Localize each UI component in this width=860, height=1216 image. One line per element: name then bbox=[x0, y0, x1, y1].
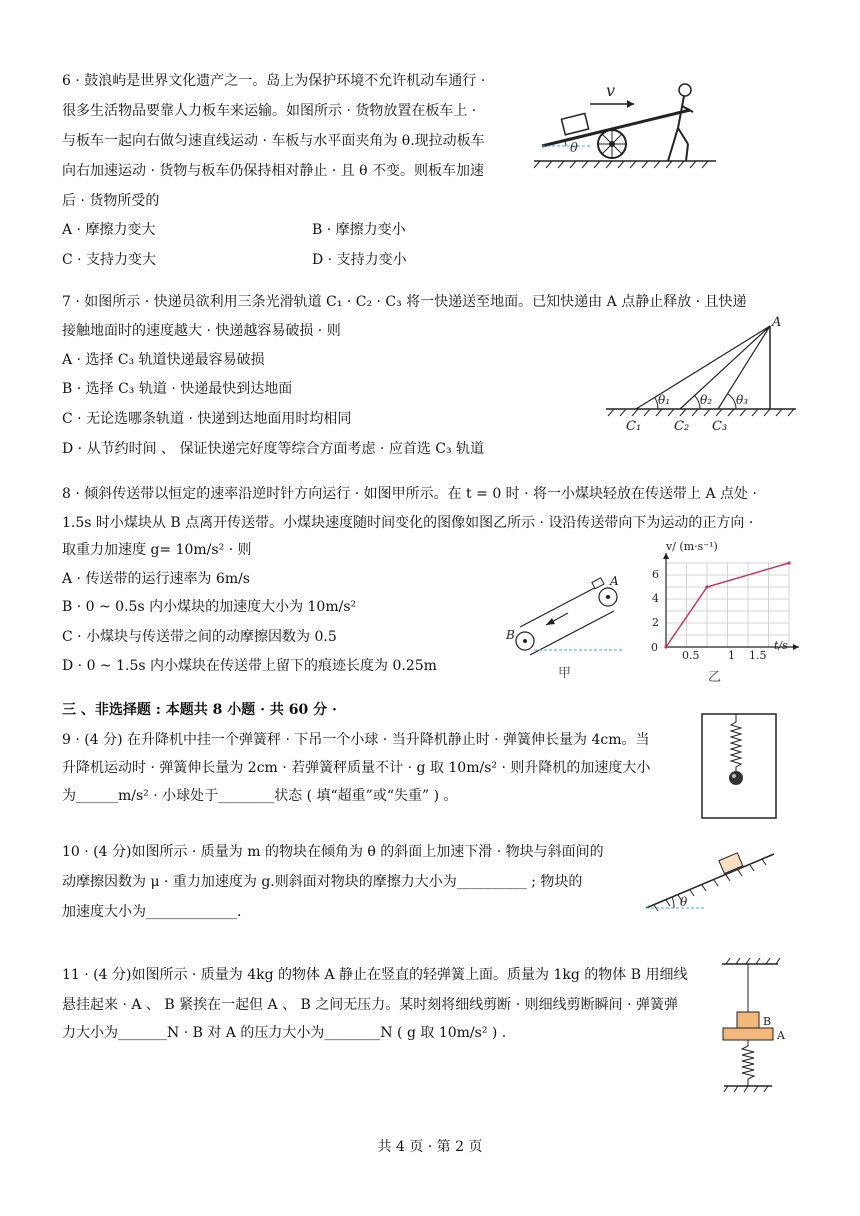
q8-figure-a-caption: 甲 bbox=[558, 666, 572, 680]
q8-line-3: 取重力加速度 g= 10m/s² · 则 bbox=[62, 542, 252, 558]
q7-line-2: 接触地面时的速度越大 · 快递越容易破损 · 则 bbox=[62, 323, 341, 339]
q10-theta-label: θ bbox=[680, 895, 688, 909]
q8-option-b: B · 0 ~ 0.5s 内小煤块的加速度大小为 10m/s² bbox=[62, 599, 357, 615]
q8-option-c: C · 小煤块与传送带之间的动摩擦因数为 0.5 bbox=[62, 629, 337, 645]
graph-y-tick-6: 6 bbox=[652, 568, 659, 581]
q6-line-5: 后 · 货物所受的 bbox=[62, 193, 160, 209]
q7-option-b: B · 选择 C₃ 轨道 · 快递最快到达地面 bbox=[62, 381, 293, 397]
graph-y-tick-2: 2 bbox=[652, 616, 659, 629]
q11-spring-figure bbox=[710, 956, 800, 1096]
q9-line-3: 为______m/s² · 小球处于________状态 ( 填“超重”或“失重” ) 。 bbox=[62, 788, 458, 804]
graph-y-tick-4: 4 bbox=[652, 592, 659, 605]
section-3-heading: 三 、非选择题 : 本题共 8 小题 · 共 60 分 · bbox=[62, 702, 337, 718]
q7-point-c2-label: C₂ bbox=[674, 419, 690, 434]
q8-point-b-label: B bbox=[506, 628, 515, 642]
q7-point-c3-label: C₃ bbox=[712, 419, 728, 434]
q7-angle-3-label: θ₃ bbox=[736, 393, 749, 407]
graph-x-axis-title: t/s bbox=[774, 639, 788, 652]
q10-incline-figure bbox=[640, 840, 780, 916]
q6-option-c: C · 支持力变大 bbox=[62, 252, 157, 268]
graph-data-point bbox=[664, 645, 667, 648]
q9-line-1: 9 · (4 分) 在升降机中挂一个弹簧秤 · 下吊一个小球 · 当升降机静止时 · 弹簧伸长量为 4cm。当 bbox=[62, 732, 650, 748]
q11-line-2: 悬挂起来 · A 、 B 紧挨在一起但 A 、 B 之间无压力。某时刻将细线剪断 · 则细线剪断瞬间 · 弹簧弹 bbox=[62, 997, 678, 1013]
q6-option-b: B · 摩擦力变小 bbox=[312, 222, 406, 238]
q8-conveyor-figure bbox=[500, 575, 630, 680]
graph-origin-label: 0 bbox=[651, 641, 658, 654]
q6-theta-label: θ bbox=[570, 141, 578, 156]
page-footer: 共 4 页 · 第 2 页 bbox=[377, 1139, 483, 1155]
q7-line-1: 7 · 如图所示 · 快递员欲利用三条光滑轨道 C₁ · C₂ · C₃ 将一快递送至地面。已知快递由 A 点静止释放 · 且快递 bbox=[62, 294, 747, 310]
q6-option-a: A · 摩擦力变大 bbox=[62, 222, 156, 238]
q10-line-3: 加速度大小为_____________. bbox=[62, 904, 242, 920]
q8-line-1: 8 · 倾斜传送带以恒定的速率沿逆时针方向运行 · 如图甲所示。在 t = 0 时 · 将一小煤块轻放在传送带上 A 点处 · bbox=[62, 486, 757, 502]
q7-point-c1-label: C₁ bbox=[626, 419, 642, 434]
q6-line-1: 6 · 鼓浪屿是世界文化遗产之一。岛上为保护环境不允许机动车通行 · bbox=[62, 73, 486, 89]
q8-line-2: 1.5s 时小煤块从 B 点离开传送带。小煤块速度随时间变化的图像如图乙所示 · 设沿传送带向下为运动的正方向 · bbox=[62, 515, 754, 531]
q7-angle-1-label: θ₁ bbox=[658, 393, 671, 407]
q6-line-4: 向右加速运动 · 货物与板车仍保持相对静止 · 且 θ 不变。则板车加速 bbox=[62, 163, 485, 179]
graph-data-point bbox=[705, 585, 708, 588]
q9-line-2: 升降机运动时 · 弹簧伸长量为 2cm · 若弹簧秤质量不计 · g 取 10m/s² · 则升降机的加速度大小 bbox=[62, 760, 651, 776]
q7-tracks-figure bbox=[600, 312, 800, 438]
q11-line-3: 力大小为_______N · B 对 A 的压力大小为________N ( g 取 10m/s² ) . bbox=[62, 1025, 507, 1041]
q10-line-1: 10 · (4 分)如图所示 · 质量为 m 的物块在倾角为 θ 的斜面上加速下滑 · 物块与斜面间的 bbox=[62, 844, 604, 860]
graph-grid bbox=[666, 563, 789, 647]
graph-x-axis-arrow bbox=[793, 644, 799, 650]
q6-line-2: 很多生活物品要靠人力板车来运输。如图所示 · 货物放置在板车上 · bbox=[62, 103, 477, 119]
q7-angle-2-label: θ₂ bbox=[700, 393, 713, 407]
q8-option-a: A · 传送带的运行速率为 6m/s bbox=[62, 571, 250, 587]
graph-x-tick-1-5: 1.5 bbox=[749, 649, 767, 662]
q11-block-a-label: A bbox=[777, 1029, 785, 1042]
graph-data-point bbox=[787, 561, 790, 564]
q6-option-d: D · 支持力变小 bbox=[312, 252, 407, 268]
q11-line-1: 11 · (4 分)如图所示 · 质量为 4kg 的物体 A 静止在竖直的轻弹簧上面。质量为 1kg 的物体 B 用细线 bbox=[62, 967, 688, 983]
q7-option-c: C · 无论选哪条轨道 · 快递到达地面用时均相同 bbox=[62, 411, 352, 427]
graph-x-tick-1: 1 bbox=[728, 649, 735, 662]
graph-y-axis-title: v/ (m·s⁻¹) bbox=[666, 540, 718, 553]
q8-point-a-label: A bbox=[610, 575, 619, 588]
q7-option-a: A · 选择 C₃ 轨道快递最容易破损 bbox=[62, 352, 265, 368]
q7-option-d: D · 从节约时间 、 保证快递完好度等综合方面考虑 · 应首选 C₃ 轨道 bbox=[62, 441, 485, 457]
q9-elevator-figure bbox=[700, 712, 780, 820]
graph-y-axis-arrow bbox=[663, 553, 669, 559]
q6-line-3: 与板车一起向右做匀速直线运动 · 车板与水平面夹角为 θ.现拉动板车 bbox=[62, 133, 485, 149]
q8-option-d: D · 0 ~ 1.5s 内小煤块在传送带上留下的痕迹长度为 0.25m bbox=[62, 658, 437, 674]
graph-x-tick-0-5: 0.5 bbox=[682, 649, 700, 662]
q8-figure-b-caption: 乙 bbox=[708, 670, 722, 685]
q8-vt-graph bbox=[640, 537, 805, 685]
q6-cart-figure bbox=[530, 68, 720, 178]
q6-velocity-label: v bbox=[606, 81, 616, 100]
q10-line-2: 动摩擦因数为 μ · 重力加速度为 g.则斜面对物块的摩擦力大小为__________ ; 物块的 bbox=[62, 874, 583, 890]
q11-block-b-label: B bbox=[763, 1015, 772, 1028]
q7-point-a-label: A bbox=[772, 315, 782, 330]
